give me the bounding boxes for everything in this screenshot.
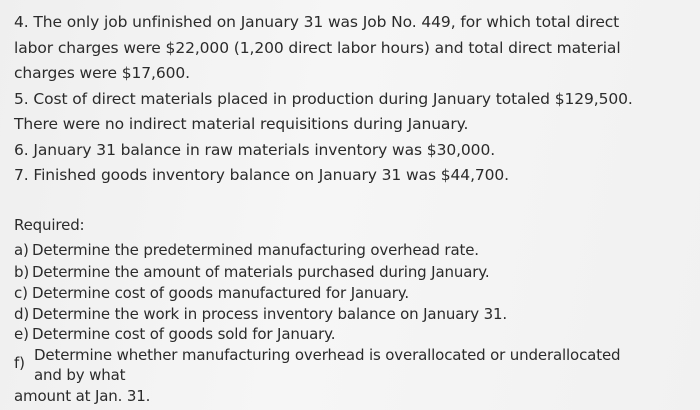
fact-5-line-1: 5. Cost of direct materials placed in production during January totaled $129,500.	[14, 90, 633, 108]
fact-7: 7. Finished goods inventory balance on January 31 was $44,700.	[14, 166, 510, 184]
item-text: Determine the work in process inventory balance on January 31.	[32, 305, 507, 323]
item-text: Determine the predetermined manufacturing overhead rate.	[32, 241, 479, 259]
required-item-f-continuation-2: amount at Jan. 31.	[14, 387, 151, 405]
item-marker: d)	[14, 305, 30, 323]
required-item-f-text: Determine whether manufacturing overhead is overallocated or underallocated	[34, 346, 621, 364]
item-text: Determine the amount of materials purchased during January.	[32, 263, 490, 281]
fact-6: 6. January 31 balance in raw materials inventory was $30,000.	[14, 141, 496, 159]
required-item-f-continuation: and by what	[34, 366, 126, 384]
required-item-e	[14, 324, 335, 344]
item-marker: e)	[14, 325, 29, 343]
fact-4-line-2: labor charges were $22,000 (1,200 direct labor hours) and total direct material	[14, 39, 621, 57]
required-item-b	[14, 262, 489, 282]
item-text: Determine cost of goods sold for January.	[32, 325, 336, 343]
item-marker: c)	[14, 284, 28, 302]
item-marker: a)	[14, 241, 29, 259]
required-item-c	[14, 283, 409, 303]
required-item-f-marker: f)	[14, 354, 25, 372]
fact-5-line-2: There were no indirect material requisitions during January.	[14, 115, 469, 133]
item-marker: b)	[14, 263, 30, 281]
required-item-a	[14, 240, 479, 260]
fact-4-line-3: charges were $17,600.	[14, 64, 190, 82]
required-heading: Required:	[14, 216, 85, 234]
fact-4-line-1: 4. The only job unfinished on January 31 was Job No. 449, for which total direct	[14, 13, 620, 31]
required-item-d	[14, 304, 507, 324]
item-text: Determine cost of goods manufactured for January.	[32, 284, 409, 302]
